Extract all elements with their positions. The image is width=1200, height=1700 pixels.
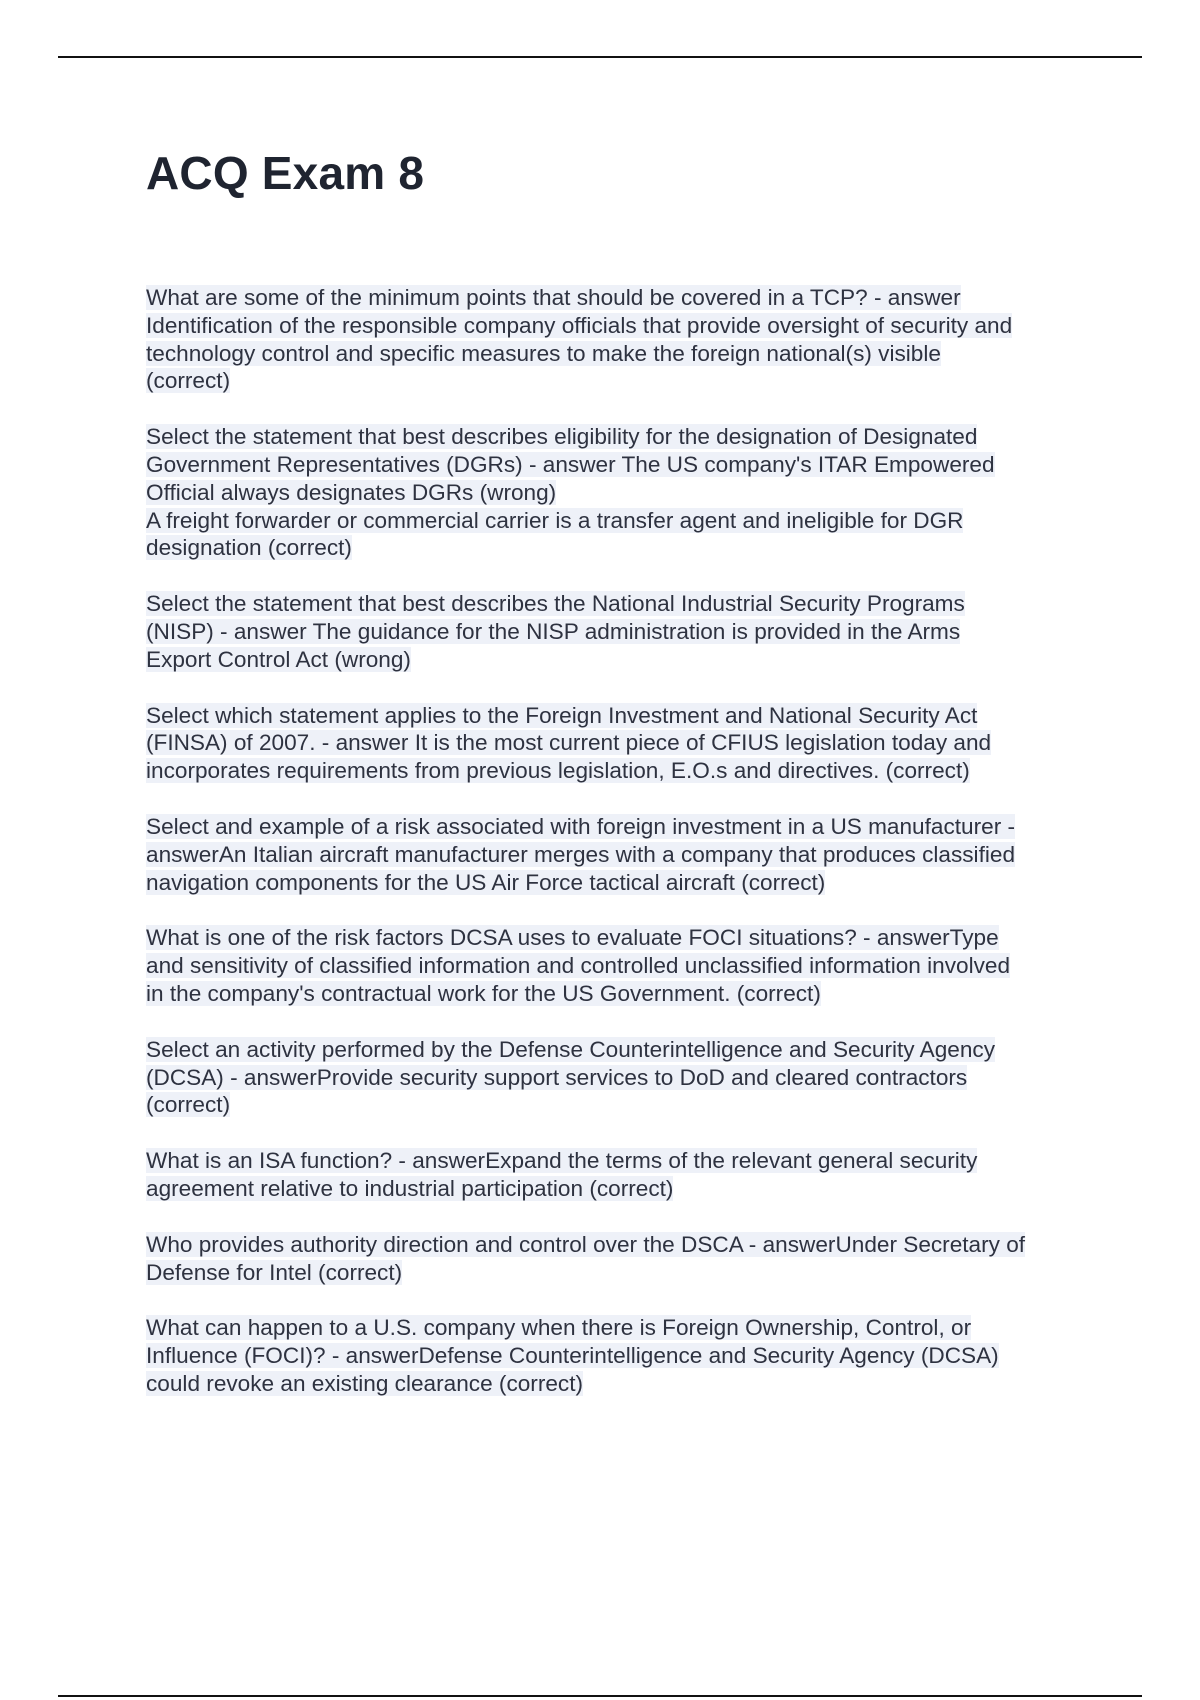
qa-text-line	[146, 757, 1096, 785]
qa-text: answerAn Italian aircraft manufacturer merges with a company that produces classified	[146, 841, 1016, 867]
qa-text: incorporates requirements from previous legislation, E.O.s and directives. (correct)	[146, 758, 970, 784]
qa-text: Who provides authority direction and control over the DSCA - answerUnder Secretary of	[146, 1231, 1026, 1257]
qa-text-line	[146, 590, 1096, 618]
qa-text: What are some of the minimum points that should be covered in a TCP? - answer	[146, 285, 961, 310]
qa-text: Defense for Intel (correct)	[146, 1259, 403, 1285]
qa-item	[146, 702, 1096, 785]
qa-text-line	[146, 1091, 1096, 1119]
qa-text: Government Representatives (DGRs) - answer The US company's ITAR Empowered	[146, 451, 995, 477]
qa-text: Select the statement that best describes the National Industrial Security Programs	[146, 591, 965, 617]
qa-text-line	[146, 952, 1096, 980]
qa-text-line	[146, 924, 1096, 952]
qa-text: Select which statement applies to the Foreign Investment and National Security Act	[146, 702, 978, 728]
qa-text-line	[146, 1259, 1096, 1287]
qa-text: Select an activity performed by the Defense Counterintelligence and Security Agency	[146, 1036, 995, 1062]
qa-text: Official always designates DGRs (wrong)	[146, 479, 557, 505]
qa-text-line	[146, 841, 1096, 869]
qa-text: agreement relative to industrial participation (correct)	[146, 1175, 674, 1201]
qa-text-line	[146, 312, 1096, 340]
qa-text-line	[146, 1064, 1096, 1092]
qa-text: (correct)	[146, 1092, 231, 1118]
qa-text: designation (correct)	[146, 535, 352, 561]
qa-item	[146, 1314, 1096, 1397]
qa-text: (correct)	[146, 368, 231, 394]
qa-text: navigation components for the US Air Force tactical aircraft (correct)	[146, 869, 826, 895]
qa-text: technology control and specific measures to make the foreign national(s) visible	[146, 340, 941, 366]
qa-text-line	[146, 1370, 1096, 1398]
qa-item	[146, 1147, 1096, 1203]
qa-text: could revoke an existing clearance (correct)	[146, 1370, 584, 1396]
page-title: ACQ Exam 8	[146, 147, 425, 199]
qa-item	[146, 423, 1096, 562]
qa-item	[146, 1036, 1096, 1119]
qa-text: A freight forwarder or commercial carrier is a transfer agent and ineligible for DGR	[146, 507, 964, 533]
qa-text: (DCSA) - answerProvide security support services to DoD and cleared contractors	[146, 1064, 968, 1090]
qa-text-line	[146, 284, 1096, 312]
qa-text-line	[146, 534, 1096, 562]
qa-text-line	[146, 980, 1096, 1008]
qa-text: and sensitivity of classified information and controlled unclassified information involved	[146, 953, 1011, 979]
qa-text: Export Control Act (wrong)	[146, 646, 411, 672]
qa-text-line	[146, 813, 1096, 841]
qa-text: in the company's contractual work for the US Government. (correct)	[146, 980, 821, 1006]
qa-text-line	[146, 1342, 1096, 1370]
qa-text: (NISP) - answer The guidance for the NISP administration is provided in the Arms	[146, 618, 961, 644]
qa-text-line	[146, 646, 1096, 674]
qa-text: Influence (FOCI)? - answerDefense Counterintelligence and Security Agency (DCSA)	[146, 1343, 999, 1369]
qa-text: Identification of the responsible company officials that provide oversight of security and	[146, 312, 1013, 338]
qa-item	[146, 284, 1096, 395]
qa-text: Select the statement that best describes eligibility for the designation of Designated	[146, 424, 978, 450]
qa-text-line	[146, 1036, 1096, 1064]
qa-text: What is an ISA function? - answerExpand the terms of the relevant general security	[146, 1148, 978, 1174]
qa-text-line	[146, 618, 1096, 646]
top-divider	[58, 56, 1142, 58]
qa-text-line	[146, 423, 1096, 451]
qa-item	[146, 1231, 1096, 1287]
qa-text: Select and example of a risk associated with foreign investment in a US manufacturer -	[146, 813, 1016, 839]
qa-text-line	[146, 340, 1096, 368]
qa-text: (FINSA) of 2007. - answer It is the most current piece of CFIUS legislation today and	[146, 730, 992, 756]
qa-item	[146, 590, 1096, 673]
qa-text-line	[146, 729, 1096, 757]
qa-text-line	[146, 1231, 1096, 1259]
qa-text: What is one of the risk factors DCSA uses to evaluate FOCI situations? - answerType	[146, 925, 999, 951]
qa-list	[146, 284, 1096, 1426]
qa-item	[146, 924, 1096, 1007]
qa-text-line	[146, 1314, 1096, 1342]
bottom-divider	[58, 1695, 1142, 1697]
qa-item	[146, 813, 1096, 896]
qa-text-line	[146, 451, 1096, 479]
qa-text-line	[146, 479, 1096, 507]
qa-text-line	[146, 702, 1096, 730]
qa-text-line	[146, 367, 1096, 395]
qa-text-line	[146, 507, 1096, 535]
qa-text-line	[146, 1147, 1096, 1175]
qa-text-line	[146, 869, 1096, 897]
qa-text-line	[146, 1175, 1096, 1203]
qa-text: What can happen to a U.S. company when there is Foreign Ownership, Control, or	[146, 1315, 972, 1341]
